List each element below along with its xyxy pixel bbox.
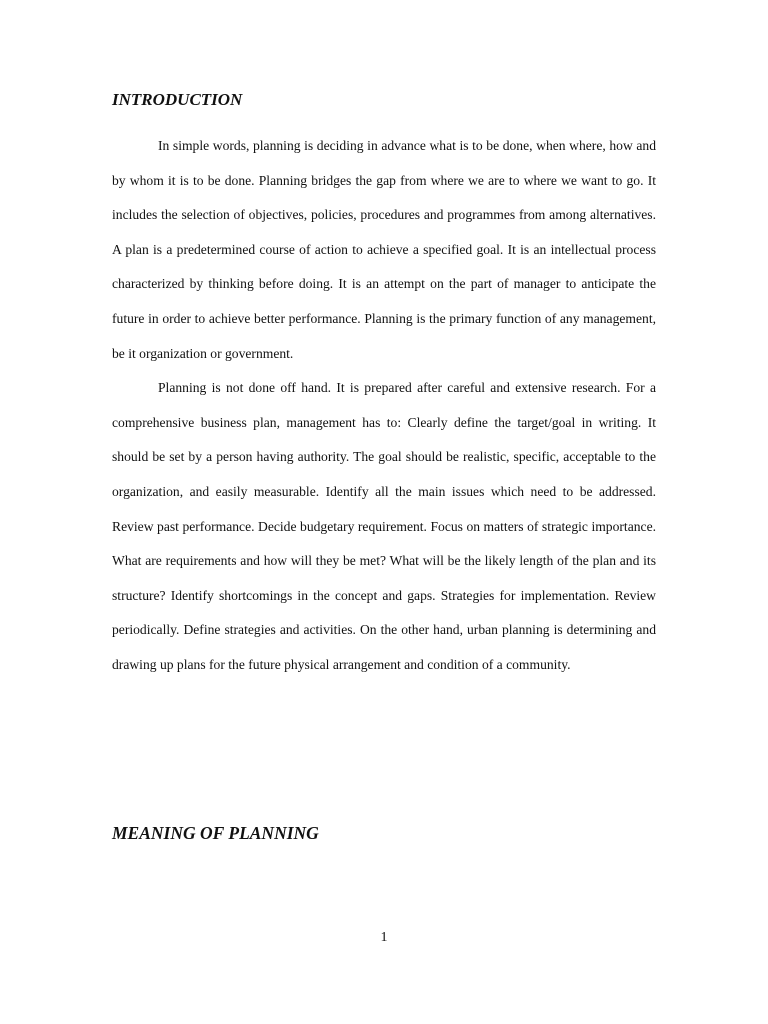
- paragraph-business-plan: Planning is not done off hand. It is prepared after careful and extensive research. For a comprehensive business plan, management has to: Clearly define the target/goal in writing. It should be set by a person having authority. The goal should be realistic, specific, acceptable to the organization, and easily measurable. Identify all the main issues which need to be addressed. Review past performance. Decide budgetary requirement. Focus on matters of strategic importance. What are requirements and how will they be met? What will be the likely length of the plan and its structure? Identify shortcomings in the concept and gaps. Strategies for implementation. Review periodically. Define strategies and activities. On the other hand, urban planning is determining and drawing up plans for the future physical arrangement and condition of a community.: [112, 380, 656, 672]
- paragraph-planning-definition: In simple words, planning is deciding in advance what is to be done, when where, how and by whom it is to be done. Planning bridges the gap from where we are to where we want to go. It includes the selection of objectives, policies, procedures and programmes from among alternatives. A plan is a predetermined course of action to achieve a specified goal. It is an intellectual process characterized by thinking before doing. It is an attempt on the part of manager to anticipate the future in order to achieve better performance. Planning is the primary function of any management, be it organization or government.: [112, 138, 656, 361]
- section-heading-meaning-of-planning: MEANING OF PLANNING: [112, 823, 319, 843]
- section-heading-introduction: INTRODUCTION: [112, 90, 243, 109]
- introduction-body: [112, 129, 656, 683]
- page-number: 1: [380, 930, 388, 945]
